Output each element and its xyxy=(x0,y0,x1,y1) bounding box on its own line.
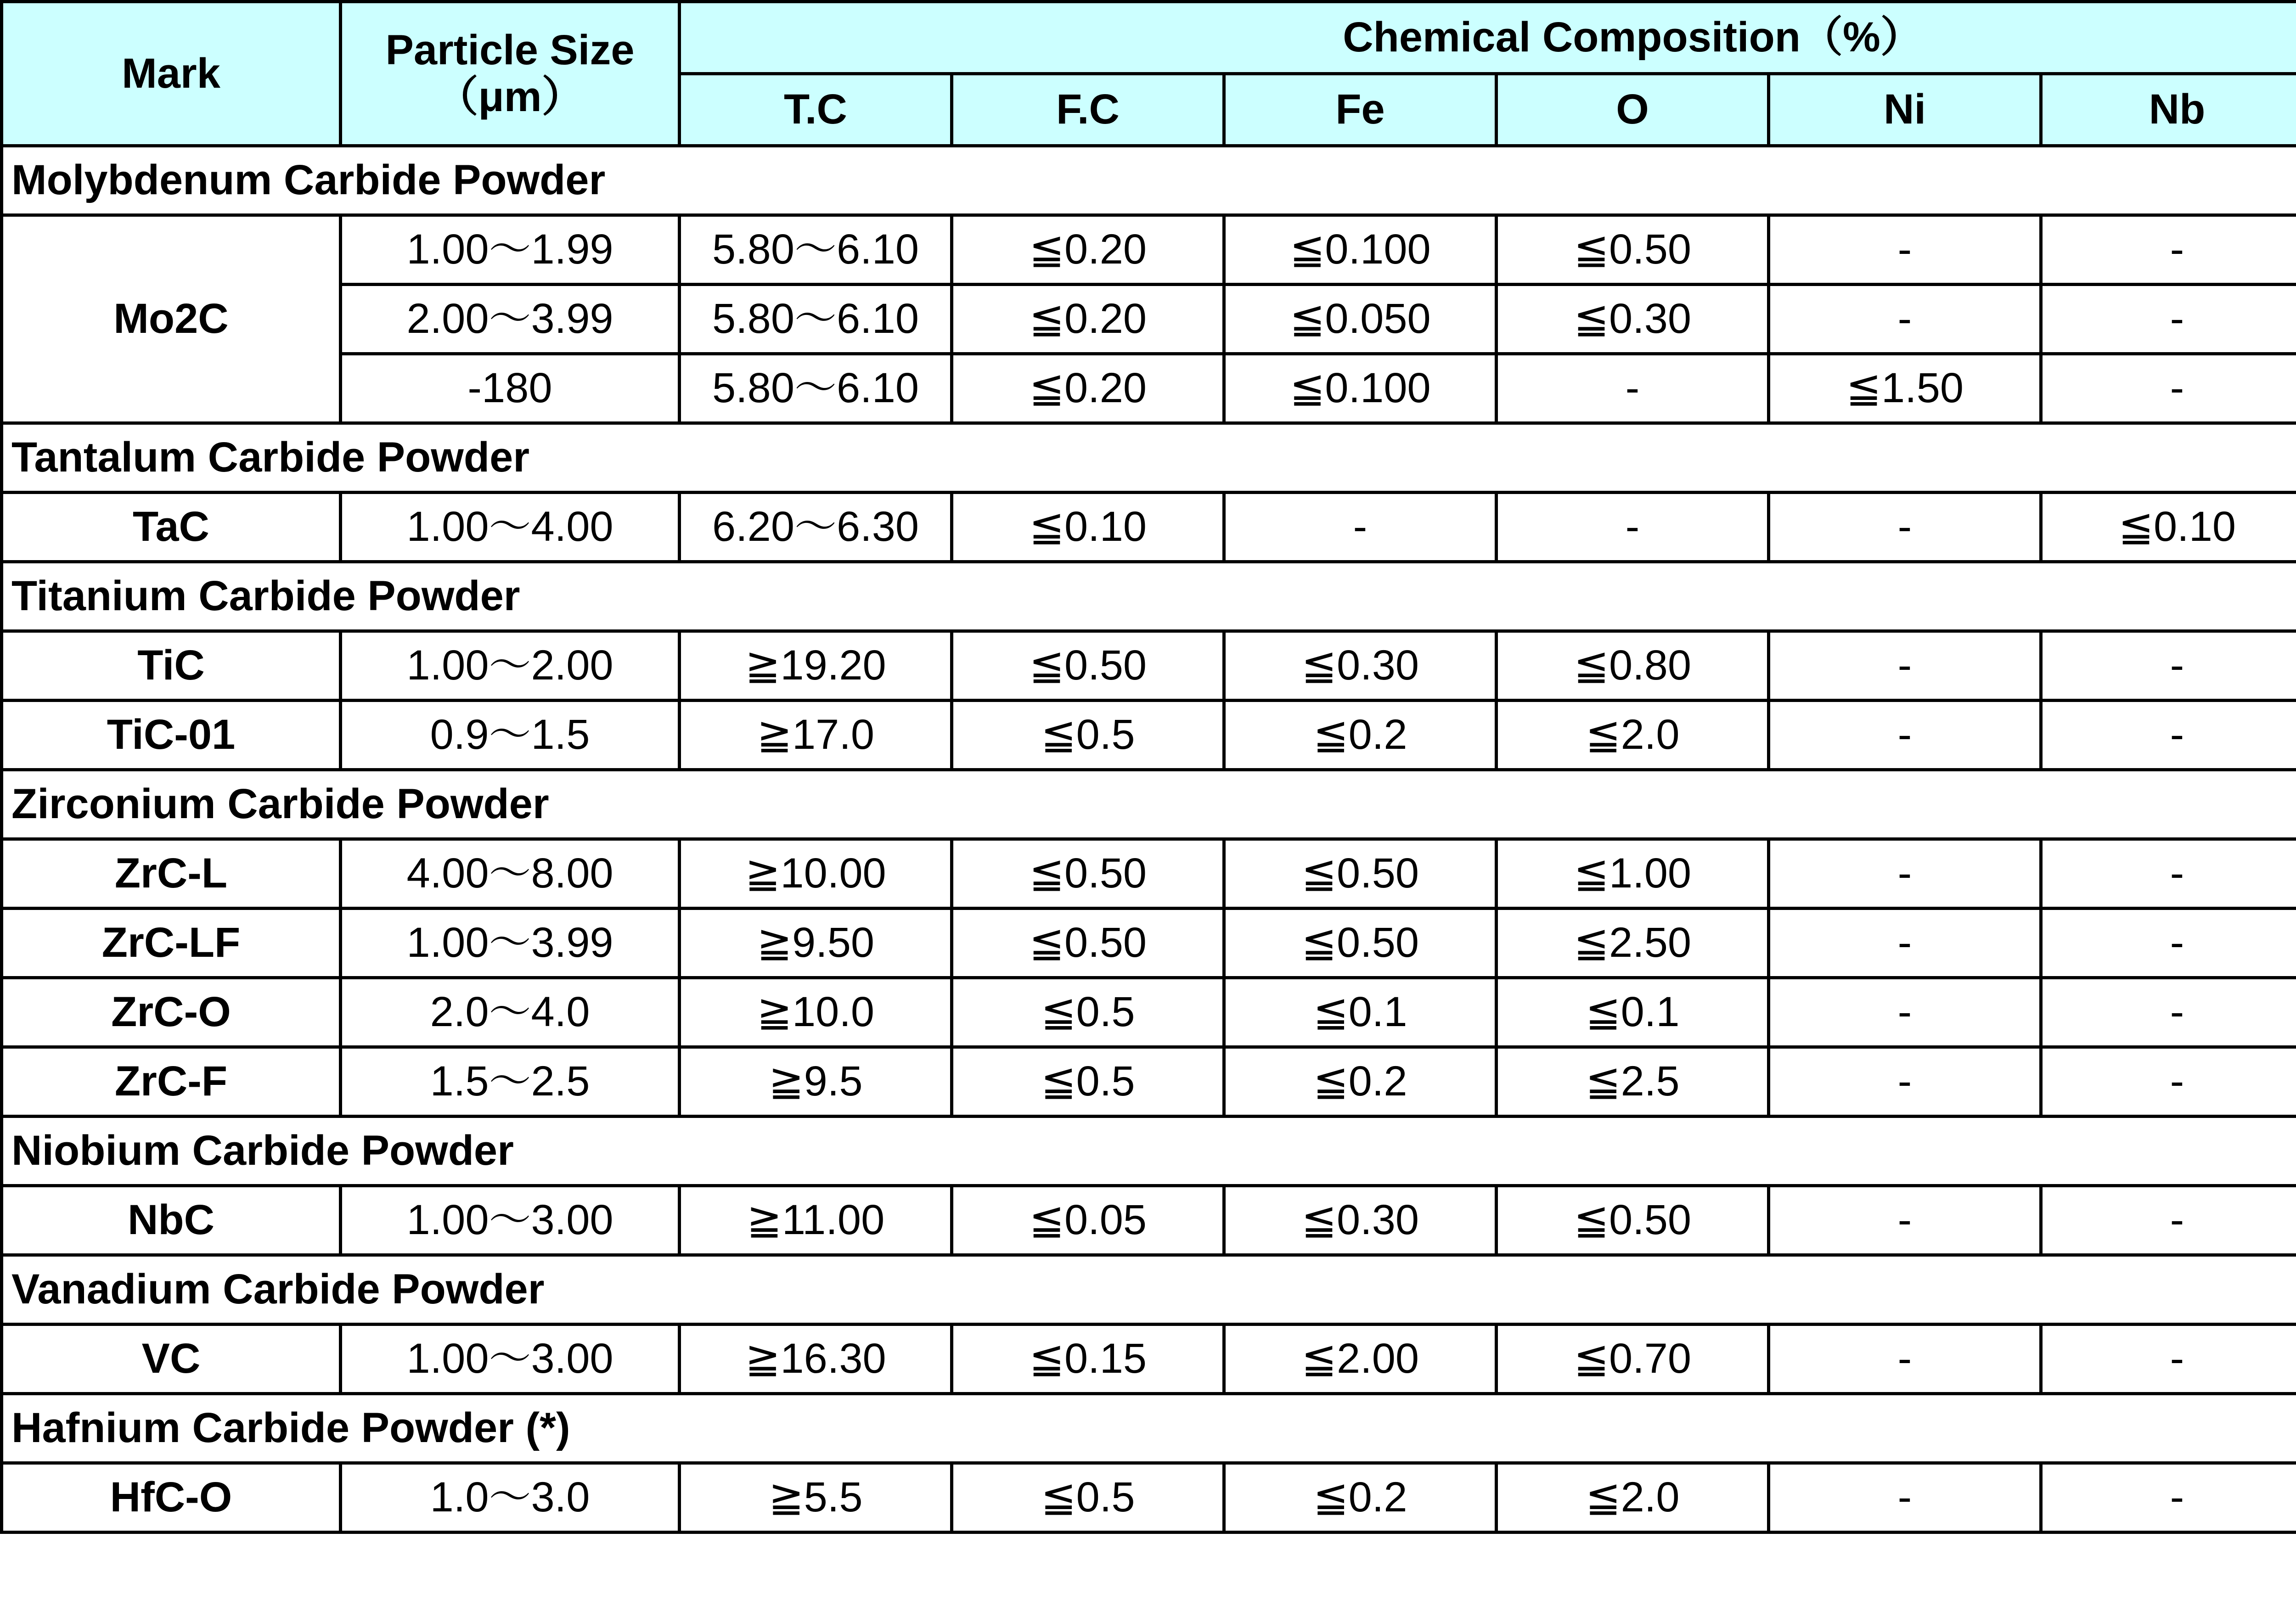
o-cell: ≦0.70 xyxy=(1497,1325,1769,1394)
fc-cell: ≦0.50 xyxy=(952,839,1224,909)
fc-cell: ≦0.50 xyxy=(952,631,1224,701)
mark-cell: ZrC-LF xyxy=(2,909,341,978)
fe-cell: - xyxy=(1224,493,1497,562)
table-body xyxy=(2,146,2296,1533)
mark-cell: VC xyxy=(2,1325,341,1394)
fe-cell: ≦0.2 xyxy=(1224,1463,1497,1533)
particle-size-cell: 1.00～3.00 xyxy=(341,1186,680,1255)
table-row xyxy=(2,215,2296,285)
section-row xyxy=(2,1394,2296,1463)
tc-cell: ≧10.0 xyxy=(680,978,952,1047)
nb-cell: - xyxy=(2041,909,2296,978)
section-title: Niobium Carbide Powder xyxy=(2,1117,2296,1186)
section-title: Zirconium Carbide Powder xyxy=(2,770,2296,839)
tc-cell: ≧17.0 xyxy=(680,701,952,770)
table-row xyxy=(2,354,2296,423)
tc-cell: ≧16.30 xyxy=(680,1325,952,1394)
fe-cell: ≦0.2 xyxy=(1224,1047,1497,1117)
table-row xyxy=(2,493,2296,562)
tc-cell: ≧9.5 xyxy=(680,1047,952,1117)
header-particle-size-unit: （μm） xyxy=(436,73,584,120)
mark-cell: TiC-01 xyxy=(2,701,341,770)
particle-size-cell: 1.00～2.00 xyxy=(341,631,680,701)
tc-cell: 5.80～6.10 xyxy=(680,215,952,285)
fe-cell: ≦0.50 xyxy=(1224,909,1497,978)
nb-cell: - xyxy=(2041,215,2296,285)
tc-cell: 5.80～6.10 xyxy=(680,285,952,354)
nb-cell: - xyxy=(2041,1463,2296,1533)
fe-cell: ≦0.2 xyxy=(1224,701,1497,770)
section-row xyxy=(2,1255,2296,1325)
ni-cell: - xyxy=(1769,1463,2041,1533)
table-row xyxy=(2,1463,2296,1533)
table-row xyxy=(2,1047,2296,1117)
fc-cell: ≦0.15 xyxy=(952,1325,1224,1394)
mark-cell: TaC xyxy=(2,493,341,562)
o-cell: ≦0.30 xyxy=(1497,285,1769,354)
nb-cell: ≦0.10 xyxy=(2041,493,2296,562)
ni-cell: - xyxy=(1769,631,2041,701)
header-particle-size xyxy=(341,2,680,146)
o-cell: ≦2.5 xyxy=(1497,1047,1769,1117)
table-header xyxy=(2,2,2296,146)
fe-cell: ≦0.050 xyxy=(1224,285,1497,354)
particle-size-cell: 4.00～8.00 xyxy=(341,839,680,909)
fc-cell: ≦0.5 xyxy=(952,978,1224,1047)
header-mark: Mark xyxy=(2,2,341,146)
mark-cell: ZrC-O xyxy=(2,978,341,1047)
tc-cell: ≧11.00 xyxy=(680,1186,952,1255)
particle-size-cell: 2.0～4.0 xyxy=(341,978,680,1047)
particle-size-cell: 2.00～3.99 xyxy=(341,285,680,354)
table-row xyxy=(2,631,2296,701)
ni-cell: - xyxy=(1769,701,2041,770)
header-col-tc: T.C xyxy=(680,74,952,146)
nb-cell: - xyxy=(2041,1186,2296,1255)
section-row xyxy=(2,1117,2296,1186)
nb-cell: - xyxy=(2041,701,2296,770)
fc-cell: ≦0.5 xyxy=(952,1463,1224,1533)
ni-cell: - xyxy=(1769,215,2041,285)
section-title: Molybdenum Carbide Powder xyxy=(2,146,2296,215)
tc-cell: ≧19.20 xyxy=(680,631,952,701)
table-row xyxy=(2,1325,2296,1394)
nb-cell: - xyxy=(2041,1047,2296,1117)
nb-cell: - xyxy=(2041,631,2296,701)
table-row xyxy=(2,1186,2296,1255)
section-title: Hafnium Carbide Powder (*) xyxy=(2,1394,2296,1463)
tc-cell: ≧10.00 xyxy=(680,839,952,909)
header-chemical-composition: Chemical Composition（%） xyxy=(680,2,2296,74)
particle-size-cell: 1.00～3.00 xyxy=(341,1325,680,1394)
table-row xyxy=(2,909,2296,978)
o-cell: ≦0.1 xyxy=(1497,978,1769,1047)
ni-cell: - xyxy=(1769,285,2041,354)
o-cell: - xyxy=(1497,493,1769,562)
nb-cell: - xyxy=(2041,1325,2296,1394)
nb-cell: - xyxy=(2041,285,2296,354)
fc-cell: ≦0.20 xyxy=(952,285,1224,354)
header-col-o: O xyxy=(1497,74,1769,146)
fe-cell: ≦2.00 xyxy=(1224,1325,1497,1394)
ni-cell: - xyxy=(1769,978,2041,1047)
table-row xyxy=(2,978,2296,1047)
particle-size-cell: 0.9～1.5 xyxy=(341,701,680,770)
table-row xyxy=(2,701,2296,770)
section-title: Vanadium Carbide Powder xyxy=(2,1255,2296,1325)
header-col-ni: Ni xyxy=(1769,74,2041,146)
section-row xyxy=(2,423,2296,493)
particle-size-cell: -180 xyxy=(341,354,680,423)
ni-cell: - xyxy=(1769,839,2041,909)
mark-cell: ZrC-F xyxy=(2,1047,341,1117)
fc-cell: ≦0.10 xyxy=(952,493,1224,562)
fc-cell: ≦0.20 xyxy=(952,215,1224,285)
fe-cell: ≦0.100 xyxy=(1224,354,1497,423)
o-cell: ≦2.50 xyxy=(1497,909,1769,978)
header-col-fe: Fe xyxy=(1224,74,1497,146)
o-cell: ≦0.50 xyxy=(1497,1186,1769,1255)
ni-cell: - xyxy=(1769,1325,2041,1394)
nb-cell: - xyxy=(2041,839,2296,909)
o-cell: ≦2.0 xyxy=(1497,701,1769,770)
section-row xyxy=(2,562,2296,631)
mark-cell: Mo2C xyxy=(2,215,341,423)
nb-cell: - xyxy=(2041,978,2296,1047)
o-cell: ≦2.0 xyxy=(1497,1463,1769,1533)
fe-cell: ≦0.100 xyxy=(1224,215,1497,285)
fe-cell: ≦0.50 xyxy=(1224,839,1497,909)
ni-cell: - xyxy=(1769,909,2041,978)
section-row xyxy=(2,146,2296,215)
ni-cell: ≦1.50 xyxy=(1769,354,2041,423)
fc-cell: ≦0.50 xyxy=(952,909,1224,978)
mark-cell: TiC xyxy=(2,631,341,701)
header-col-nb: Nb xyxy=(2041,74,2296,146)
ni-cell: - xyxy=(1769,493,2041,562)
mark-cell: ZrC-L xyxy=(2,839,341,909)
o-cell: ≦1.00 xyxy=(1497,839,1769,909)
tc-cell: ≧5.5 xyxy=(680,1463,952,1533)
particle-size-cell: 1.00～1.99 xyxy=(341,215,680,285)
table-row xyxy=(2,285,2296,354)
section-row xyxy=(2,770,2296,839)
particle-size-cell: 1.5～2.5 xyxy=(341,1047,680,1117)
fc-cell: ≦0.5 xyxy=(952,1047,1224,1117)
fe-cell: ≦0.1 xyxy=(1224,978,1497,1047)
header-col-fc: F.C xyxy=(952,74,1224,146)
ni-cell: - xyxy=(1769,1047,2041,1117)
ni-cell: - xyxy=(1769,1186,2041,1255)
o-cell: ≦0.80 xyxy=(1497,631,1769,701)
o-cell: - xyxy=(1497,354,1769,423)
fc-cell: ≦0.5 xyxy=(952,701,1224,770)
particle-size-cell: 1.00～4.00 xyxy=(341,493,680,562)
fe-cell: ≦0.30 xyxy=(1224,631,1497,701)
section-title: Tantalum Carbide Powder xyxy=(2,423,2296,493)
mark-cell: NbC xyxy=(2,1186,341,1255)
fe-cell: ≦0.30 xyxy=(1224,1186,1497,1255)
o-cell: ≦0.50 xyxy=(1497,215,1769,285)
particle-size-cell: 1.0～3.0 xyxy=(341,1463,680,1533)
header-particle-size-label: Particle Size xyxy=(385,27,635,74)
fc-cell: ≦0.20 xyxy=(952,354,1224,423)
tc-cell: ≧9.50 xyxy=(680,909,952,978)
tc-cell: 5.80～6.10 xyxy=(680,354,952,423)
table-row xyxy=(2,839,2296,909)
fc-cell: ≦0.05 xyxy=(952,1186,1224,1255)
section-title: Titanium Carbide Powder xyxy=(2,562,2296,631)
tc-cell: 6.20～6.30 xyxy=(680,493,952,562)
particle-size-cell: 1.00～3.99 xyxy=(341,909,680,978)
mark-cell: HfC-O xyxy=(2,1463,341,1533)
nb-cell: - xyxy=(2041,354,2296,423)
